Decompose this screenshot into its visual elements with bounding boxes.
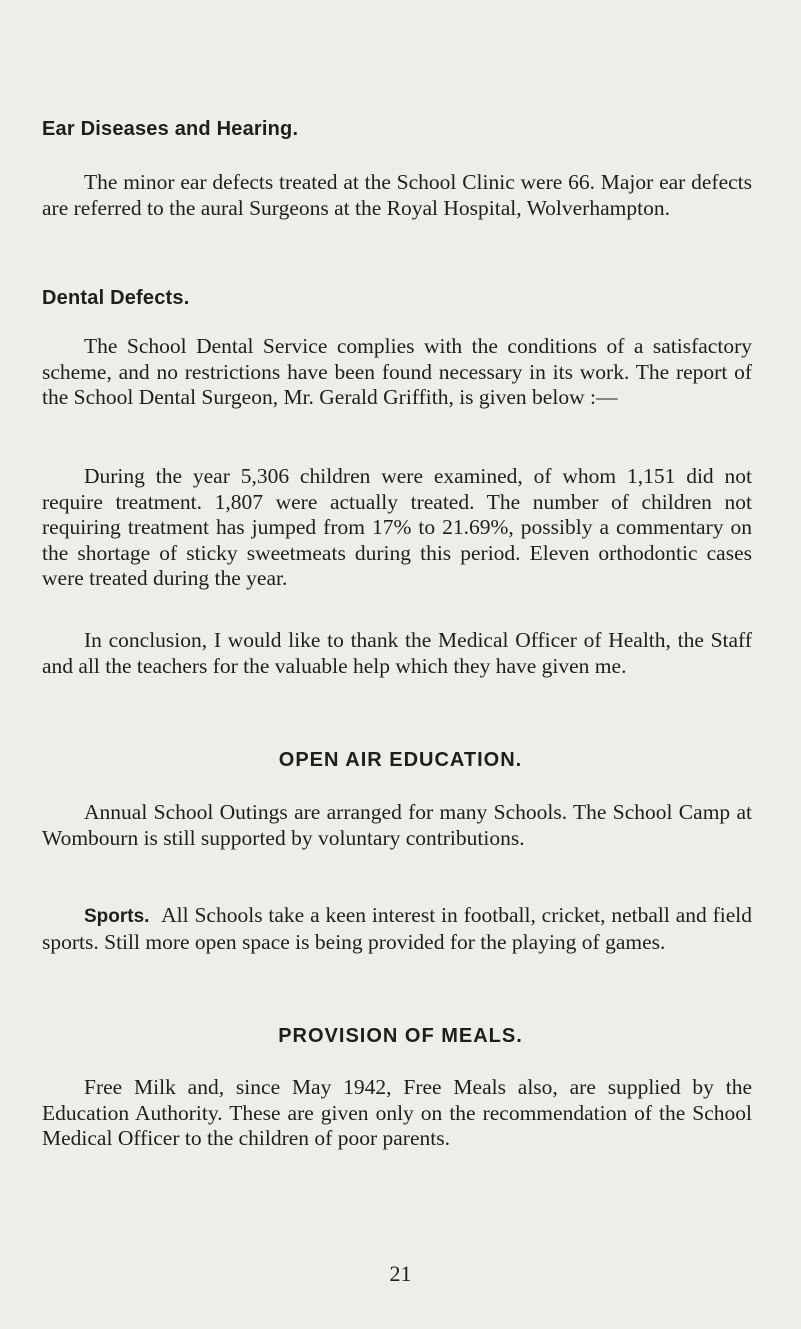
open-air-paragraph-text: Annual School Outings are arranged for many Schools. The School Camp at Wombourn is still supported by voluntary contributions.: [42, 800, 752, 850]
dental-paragraph-3-text: In conclusion, I would like to thank the Medical Officer of Health, the Staff and all the teachers for the valuable help which they have given me.: [42, 628, 752, 678]
dental-paragraph-2-text: During the year 5,306 children were examined, of whom 1,151 did not require treatment. 1,807 were actually treated. The number of children not requiring treatment has jumped from 17% to 21.69%, possibly a commentary on the shortage of sticky sweetmeats during this period. Eleven orthodontic cases were treated during the year.: [42, 464, 752, 590]
dental-paragraph-2: [42, 464, 752, 592]
dental-paragraph-1: [42, 334, 752, 411]
sports-heading: Sports.: [84, 906, 150, 927]
ear-paragraph: [42, 170, 752, 221]
provision-of-meals-heading: PROVISION OF MEALS.: [278, 1025, 523, 1047]
ear-paragraph-text: The minor ear defects treated at the School Clinic were 66. Major ear defects are referred to the aural Surgeons at the Royal Hospital, Wolverhampton.: [42, 170, 752, 220]
page-number: 21: [389, 1261, 412, 1286]
open-air-paragraph: [42, 800, 752, 851]
open-air-education-heading: OPEN AIR EDUCATION.: [278, 749, 523, 771]
dental-paragraph-3: [42, 628, 752, 679]
meals-paragraph-text: Free Milk and, since May 1942, Free Meals also, are supplied by the Education Authority. These are given only on the recommendation of the School Medical Officer to the children of poor parents.: [42, 1075, 752, 1150]
dental-defects-heading: Dental Defects.: [42, 287, 190, 309]
dental-paragraph-1-text: The School Dental Service complies with the conditions of a satisfactory scheme, and no restrictions have been found necessary in its work. The report of the School Dental Surgeon, Mr. Gerald Griffith, is given below :—: [42, 334, 752, 409]
meals-paragraph: [42, 1075, 752, 1152]
sports-paragraph-text: All Schools take a keen interest in football, cricket, netball and field sports. Still more open space is being provided for the playing of games.: [42, 903, 753, 954]
ear-diseases-heading: Ear Diseases and Hearing.: [42, 118, 299, 140]
sports-paragraph: [42, 903, 752, 955]
